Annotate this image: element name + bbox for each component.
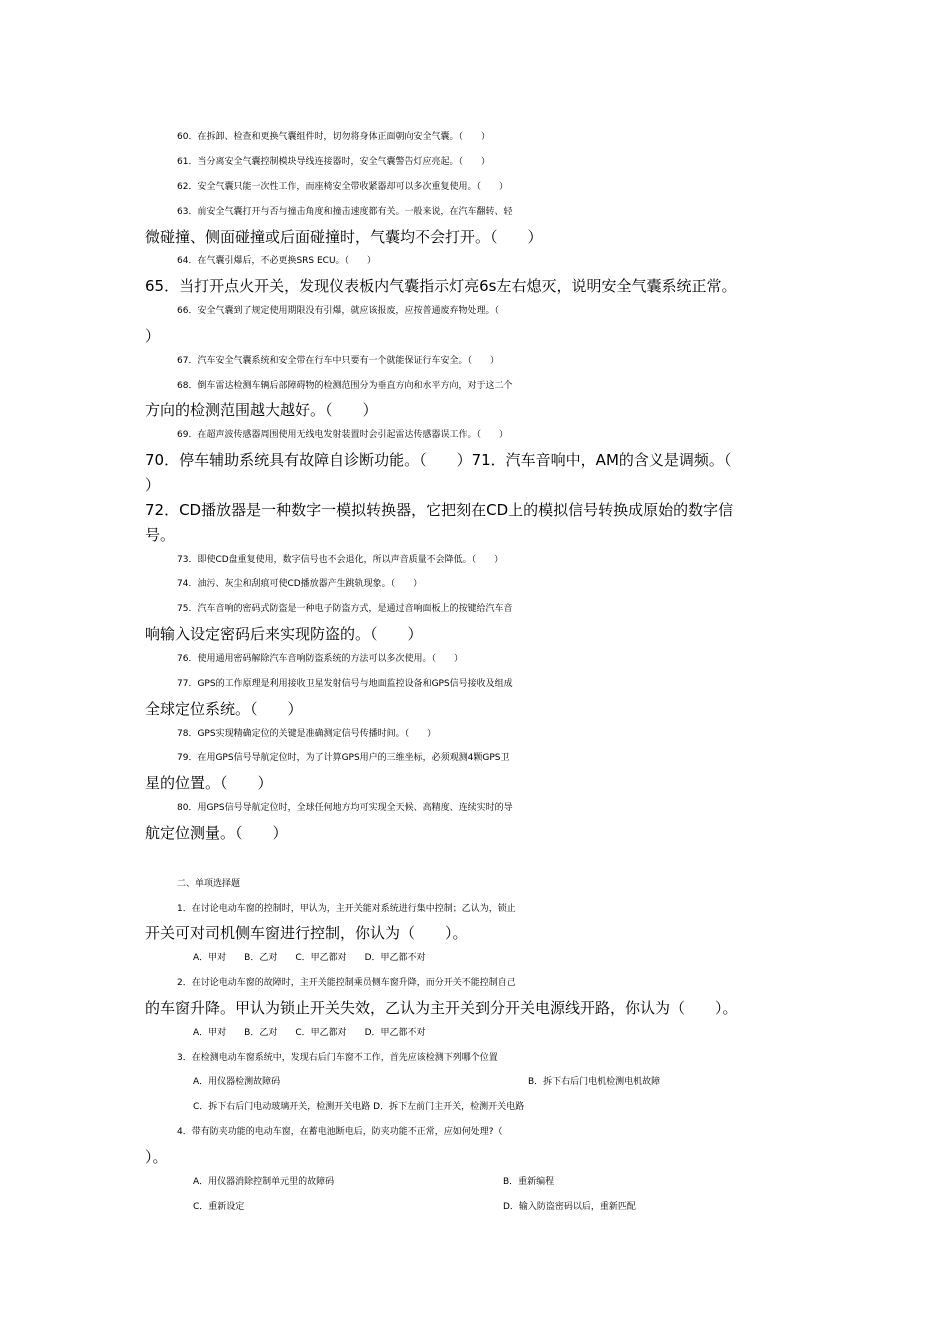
question-63-line1: 63．前安全气囊打开与否与撞击角度和撞击速度都有关。一般来说，在汽车翻转、轻 xyxy=(177,207,513,217)
mc-question-2-line1: 2．在讨论电动车窗的故障时，主开关能控制乘员侧车窗升降，而分开关不能控制自己 xyxy=(177,978,516,988)
mc-question-1-options: A．甲对 B．乙对 C．甲乙都对 D．甲乙都不对 xyxy=(193,953,426,963)
question-66-line1: 66．安全气囊到了规定使用期限没有引爆，就应该报废，应按普通废弃物处理。（ xyxy=(177,306,499,316)
question-77-line2: 全球定位系统。（ ） xyxy=(145,700,303,718)
question-77-line1: 77．GPS的工作原理是利用接收卫星发射信号与地面监控设备和GPS信号接收及组成 xyxy=(177,679,513,689)
mc-question-3-options-cd: C．拆下右后门电动玻璃开关，检测开关电路 D．拆下左前门主开关，检测开关电路 xyxy=(193,1102,525,1112)
question-70-71-line2: ） xyxy=(145,476,161,494)
question-79-line2: 星的位置。（ ） xyxy=(145,774,273,792)
mc-question-4-line1: 4．带有防夹功能的电动车窗，在蓄电池断电后，防夹功能不正常，应如何处理?（ xyxy=(177,1127,503,1137)
question-60: 60．在拆卸、检查和更换气囊组件时，切勿将身体正面朝向安全气囊。（ ） xyxy=(177,132,490,142)
mc-question-4-line2: ）。 xyxy=(145,1148,168,1166)
question-78: 78．GPS实现精确定位的关键是准确测定信号传播时间。（ ） xyxy=(177,729,437,739)
question-70-71-line1: 70．停车辅助系统具有故障自诊断功能。（ ）71．汽车音响中，AM的含义是调频。（ xyxy=(145,451,732,469)
question-74: 74．油污、灰尘和刮痕可使CD播放器产生跳轨现象。（ ） xyxy=(177,579,423,589)
mc-question-3: 3．在检测电动车窗系统中，发现右后门车窗不工作，首先应该检测下列哪个位置 xyxy=(177,1053,498,1063)
question-69: 69．在超声波传感器周围使用无线电发射装置时会引起雷达传感器误工作。（ ） xyxy=(177,430,508,440)
question-66-line2: ） xyxy=(145,327,161,345)
mc-question-4-option-b: B．重新编程 xyxy=(503,1177,555,1187)
mc-question-3-option-b: B．拆下右后门电机检测电机故障 xyxy=(528,1077,661,1087)
question-65: 65．当打开点火开关，发现仪表板内气囊指示灯亮6s左右熄灭，说明安全气囊系统正常。 xyxy=(145,277,737,295)
mc-question-1-line2: 开关可对司机侧车窗进行控制，你认为（ ）。 xyxy=(145,924,468,942)
mc-question-4-option-a: A．用仪器消除控制单元里的故障码 xyxy=(193,1177,335,1187)
question-79-line1: 79．在用GPS信号导航定位时，为了计算GPS用户的三维坐标，必须观测4颗GPS卫 xyxy=(177,753,510,763)
question-72-line1: 72．CD播放器是一种数字一模拟转换器，它把刻在CD上的模拟信号转换成原始的数字信 xyxy=(145,501,734,519)
section-heading-single-choice: 二、单项选择题 xyxy=(177,879,241,889)
question-73: 73．即使CD盘重复使用，数字信号也不会退化，所以声音质量不会降低。（ ） xyxy=(177,555,504,565)
question-67: 67．汽车安全气囊系统和安全带在行车中只要有一个就能保证行车安全。（ ） xyxy=(177,356,499,366)
question-80-line2: 航定位测量。（ ） xyxy=(145,824,288,842)
question-80-line1: 80．用GPS信号导航定位时，全球任何地方均可实现全天候、高精度、连续实时的导 xyxy=(177,803,513,813)
question-63-line2: 微碰撞、侧面碰撞或后面碰撞时，气囊均不会打开。（ ） xyxy=(145,228,543,246)
mc-question-2-options: A．甲对 B．乙对 C．甲乙都对 D．甲乙都不对 xyxy=(193,1028,426,1038)
mc-question-3-option-a: A．用仪器检测故障码 xyxy=(193,1077,281,1087)
question-61: 61．当分离安全气囊控制模块导线连接器时，安全气囊警告灯应亮起。（ ） xyxy=(177,157,490,167)
question-75-line1: 75．汽车音响的密码式防盗是一种电子防盗方式，是通过音响面板上的按键给汽车音 xyxy=(177,604,513,614)
question-76: 76．使用通用密码解除汽车音响防盗系统的方法可以多次使用。（ ） xyxy=(177,654,463,664)
mc-question-4-option-d: D．输入防盗密码以后，重新匹配 xyxy=(503,1202,636,1212)
question-75-line2: 响输入设定密码后来实现防盗的。（ ） xyxy=(145,625,423,643)
question-62: 62．安全气囊只能一次性工作，而座椅安全带收紧器却可以多次重复使用。（ ） xyxy=(177,182,508,192)
question-72-line2: 号。 xyxy=(145,526,176,544)
mc-question-2-line2: 的车窗升降。甲认为锁止开关失效，乙认为主开关到分开关电源线开路，你认为（ ）。 xyxy=(145,999,738,1017)
question-68-line2: 方向的检测范围越大越好。（ ） xyxy=(145,401,378,419)
mc-question-1-line1: 1．在讨论电动车窗的控制时，甲认为，主开关能对系统进行集中控制；乙认为，锁止 xyxy=(177,904,516,914)
question-64: 64．在气囊引爆后，不必更换SRS ECU。（ ） xyxy=(177,256,377,266)
mc-question-4-option-c: C．重新设定 xyxy=(193,1202,245,1212)
question-68-line1: 68．倒车雷达检测车辆后部障碍物的检测范围分为垂直方向和水平方向，对于这二个 xyxy=(177,381,513,391)
